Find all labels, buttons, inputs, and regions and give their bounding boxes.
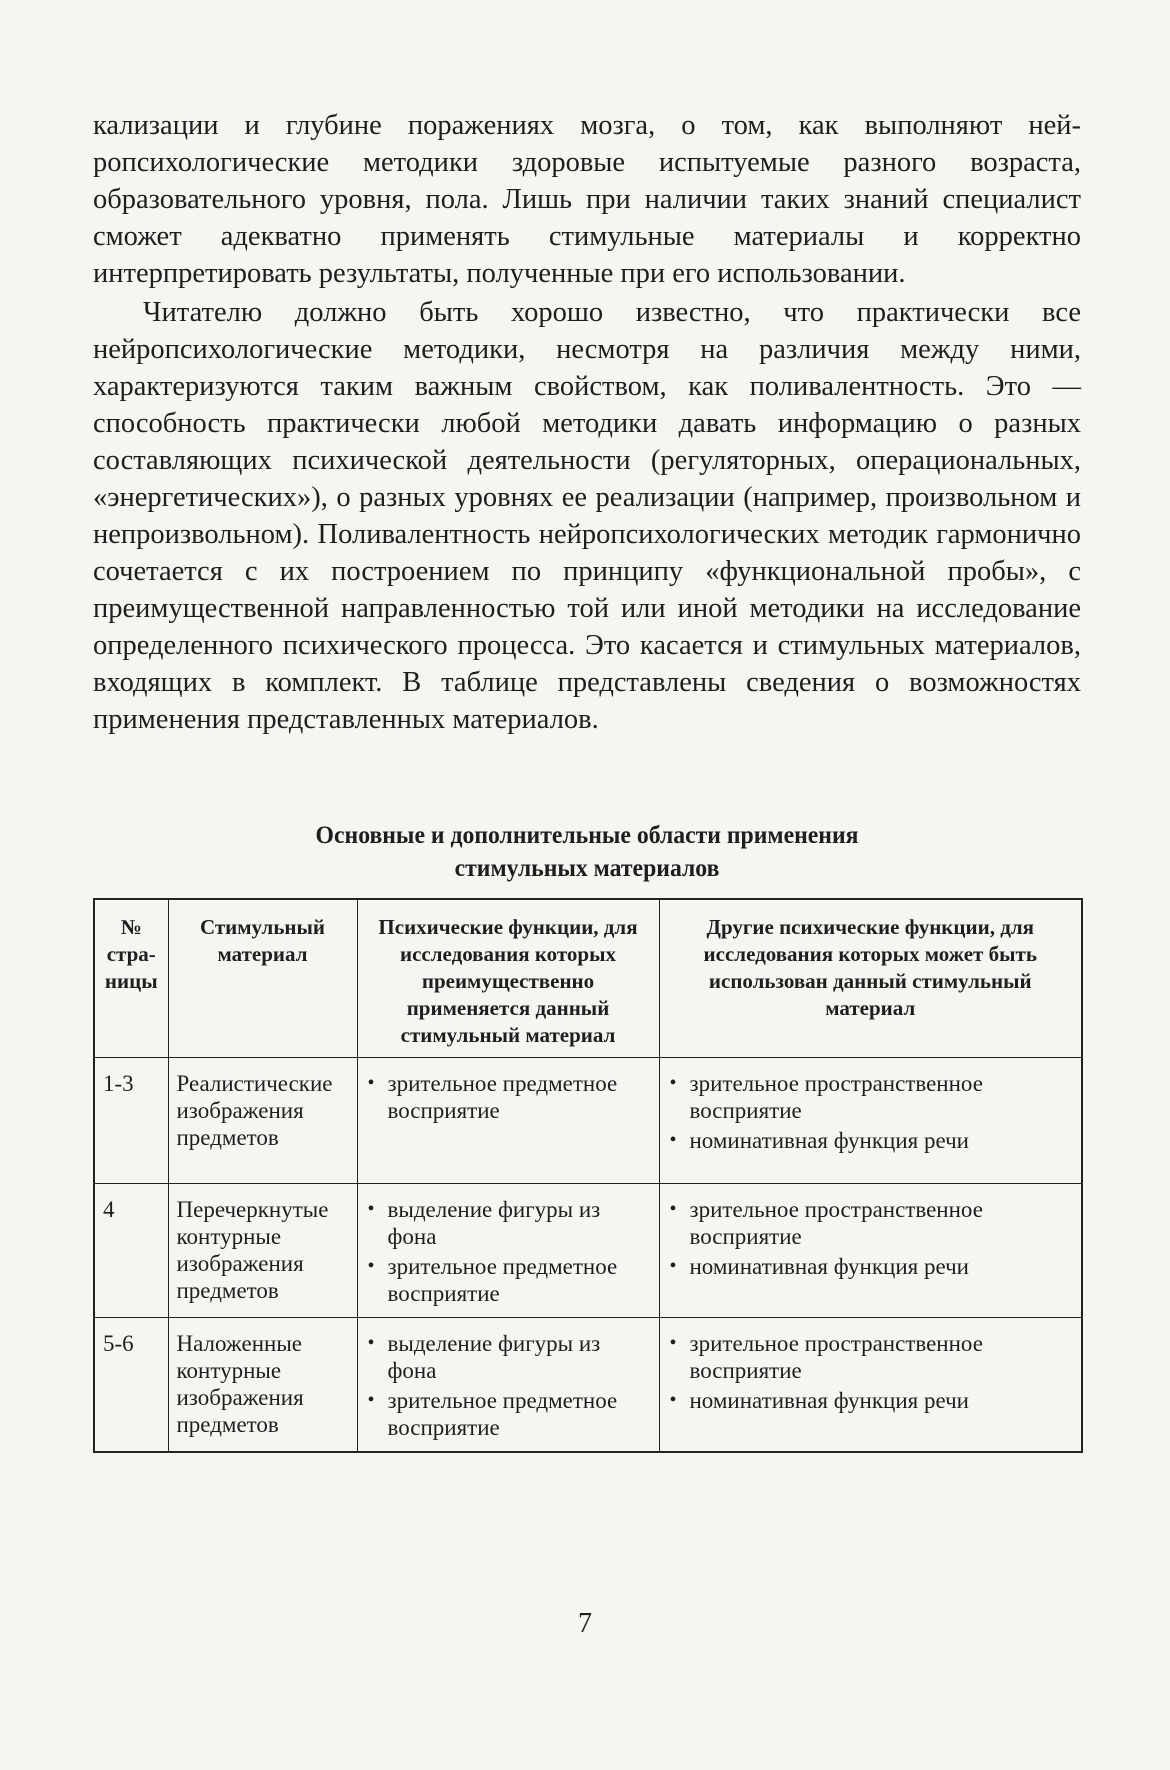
stimulus-table (93, 898, 1083, 1453)
paragraph-1: кализации и глубине поражениях мозга, о том, как выполняют нейропсихологические методики здоровые испытуемые разного возраста, образовательного уровня, пола. Лишь при наличии таких знаний специалист сможет адекватно применять стимульные материалы и корректно интерпретировать результаты, полученные при его использовании. (93, 110, 1081, 289)
cell-primary (357, 1184, 659, 1318)
cell-page: 5-6 (94, 1318, 168, 1453)
header-other-functions: Другие психические функции, для исследования которых может быть использован данный стимульный материал (659, 899, 1082, 1058)
list-item: • зрительное пространственное восприятие (668, 1196, 1076, 1250)
cell-page: 4 (94, 1184, 168, 1318)
list-item: • зрительное предметное восприятие (366, 1070, 653, 1124)
paragraph-2: Читателю должно быть хорошо известно, что практически все нейропсихологические методики, несмотря на различия между ними, характеризуются таким важным свойством, как поливалентность. Это — способность практически любой методики давать информацию о разных составляющих психической деятельности (регуляторных, операциональных, «энергетических»), о разных уровнях ее реализации (например, произвольном и непроизвольном). Поливалентность нейропсихологических методик гармонично сочетается с их построением по принципу «функциональной пробы», с преимущественной направленностью той или иной методики на исследование определенного психического процесса. Это касается и стимульных материалов, входящих в комплект. В таблице представлены сведения о возможностях применения представленных материалов. (93, 297, 1081, 735)
cell-other (659, 1184, 1082, 1318)
header-stimulus-material: Стимульный материал (168, 899, 357, 1058)
list-item: • выделение фигуры из фона (366, 1330, 653, 1384)
list-item: • зрительное пространственное восприятие (668, 1070, 1076, 1124)
table-row (94, 1318, 1082, 1453)
list-item: • зрительное предметное восприятие (366, 1253, 653, 1307)
cell-material: Наложенные контурные изображения предметов (168, 1318, 357, 1453)
cell-page: 1-3 (94, 1058, 168, 1184)
list-item: • номинативная функция речи (668, 1253, 1076, 1280)
cell-other (659, 1058, 1082, 1184)
table-title-line-1: Основные и дополнительные области применения (315, 820, 859, 849)
list-item: • номинативная функция речи (668, 1387, 1076, 1414)
header-primary-functions: Психические функции, для исследования которых преимущественно применяется данный стимульный материал (357, 899, 659, 1058)
cell-material: Реалистические изображения предметов (168, 1058, 357, 1184)
cell-material: Перечеркнутые контурные изображения предметов (168, 1184, 357, 1318)
page-content (93, 107, 1081, 1453)
table-row (94, 1184, 1082, 1318)
list-item: • зрительное предметное восприятие (366, 1387, 653, 1441)
table-row (94, 1058, 1082, 1184)
cell-primary (357, 1318, 659, 1453)
page-number: 7 (578, 1608, 592, 1639)
cell-primary (357, 1058, 659, 1184)
table-title-line-2: стимульных материалов (454, 853, 720, 882)
list-item: • зрительное пространственное восприятие (668, 1330, 1076, 1384)
list-item: • выделение фигуры из фона (366, 1196, 653, 1250)
list-item: • номинативная функция речи (668, 1127, 1076, 1154)
cell-other (659, 1318, 1082, 1453)
header-page-number: № страницы (94, 899, 168, 1058)
table-title (128, 818, 1047, 884)
table-header-row (94, 899, 1082, 1058)
